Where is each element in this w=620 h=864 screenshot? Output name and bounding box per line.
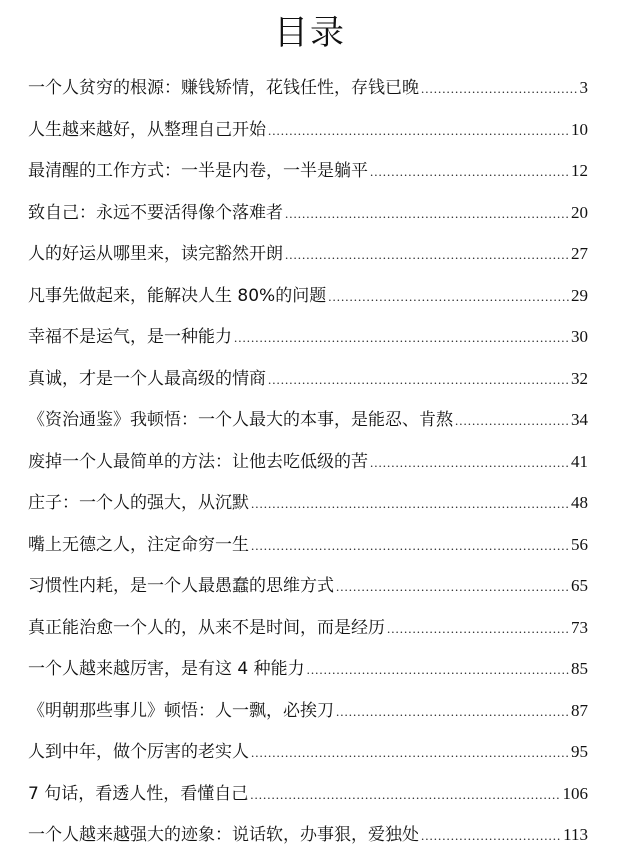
dot-leader <box>268 110 569 152</box>
toc-entry[interactable] <box>28 441 588 483</box>
toc-entry-page: 3 <box>579 78 588 97</box>
toc-entry-title[interactable]: 真诚，才是一个人最高级的情商 <box>28 368 266 389</box>
toc-entry-title[interactable]: 《明朝那些事儿》顿悟：人一飘，必挨刀 <box>28 700 334 721</box>
toc-entry-title[interactable]: 《资治通鉴》我顿悟：一个人最大的本事，是能忍、肯熬 <box>28 410 453 430</box>
toc-entry-page: 10 <box>571 119 588 139</box>
toc-entry[interactable] <box>28 150 588 192</box>
dot-leader <box>421 68 578 110</box>
toc-entry-page: 73 <box>571 617 588 637</box>
toc-entry-page: 106 <box>562 783 588 803</box>
toc-entry-title[interactable]: 7 句话，看透人性，看懂自己 <box>28 783 249 804</box>
toc-entry[interactable] <box>28 482 588 524</box>
toc-entry-page: 34 <box>571 410 588 429</box>
toc-entry-page: 65 <box>571 576 588 595</box>
toc-entry-page: 20 <box>571 202 588 222</box>
toc-entry-page: 87 <box>571 700 588 720</box>
toc-entry[interactable] <box>28 607 588 649</box>
toc-entry[interactable] <box>28 773 588 815</box>
dot-leader <box>336 566 569 608</box>
dot-leader <box>387 608 569 650</box>
dot-leader <box>285 193 569 235</box>
dot-leader <box>328 276 569 318</box>
toc-entry[interactable] <box>28 565 588 607</box>
toc-entry-title[interactable]: 人到中年，做个厉害的老实人 <box>28 742 249 762</box>
toc-entry[interactable] <box>28 109 588 151</box>
toc-entry-title[interactable]: 习惯性内耗，是一个人最愚蠢的思维方式 <box>28 576 334 596</box>
toc-entry-title[interactable]: 一个人越来越厉害，是有这 4 种能力 <box>28 659 305 679</box>
dot-leader <box>455 400 569 442</box>
toc-title: 目录 <box>274 13 346 53</box>
toc-entry-title[interactable]: 一个人贫穷的根源：赚钱矫情，花钱任性，存钱已晚 <box>28 78 419 98</box>
dot-leader <box>370 442 569 484</box>
toc-entry[interactable] <box>28 233 588 275</box>
toc-entry-page: 113 <box>563 825 588 844</box>
toc-entry-title[interactable]: 最清醒的工作方式：一半是内卷，一半是躺平 <box>28 161 368 181</box>
toc-entry-title[interactable]: 废掉一个人最简单的方法：让他去吃低级的苦 <box>28 451 368 472</box>
toc-entry-page: 30 <box>571 327 588 346</box>
toc-entry[interactable] <box>28 814 588 856</box>
toc-entry-title[interactable]: 人的好运从哪里来，读完豁然开朗 <box>28 244 283 264</box>
dot-leader <box>307 649 569 691</box>
toc-entry-title[interactable]: 幸福不是运气，是一种能力 <box>28 327 232 347</box>
toc-entry[interactable] <box>28 524 588 566</box>
toc-entry-page: 85 <box>571 659 588 678</box>
dot-leader <box>251 525 569 567</box>
dot-leader <box>285 234 569 276</box>
toc-entry-page: 56 <box>571 534 588 554</box>
toc-entry[interactable] <box>28 316 588 358</box>
toc-entry-page: 29 <box>571 285 588 305</box>
toc-entry[interactable] <box>28 192 588 234</box>
dot-leader <box>268 359 569 401</box>
table-of-contents <box>28 67 588 856</box>
toc-entry-page: 95 <box>571 742 588 761</box>
toc-entry[interactable] <box>28 67 588 109</box>
toc-entry[interactable] <box>28 358 588 400</box>
toc-entry[interactable] <box>28 399 588 441</box>
toc-entry[interactable] <box>28 275 588 317</box>
toc-entry-page: 48 <box>571 493 588 512</box>
dot-leader <box>234 317 569 359</box>
toc-entry-page: 27 <box>571 244 588 263</box>
toc-entry-page: 41 <box>571 451 588 471</box>
dot-leader <box>251 483 569 525</box>
toc-entry-title[interactable]: 凡事先做起来，能解决人生 80%的问题 <box>28 285 327 306</box>
dot-leader <box>250 774 560 816</box>
toc-entry-title[interactable]: 致自己：永远不要活得像个落难者 <box>28 202 283 223</box>
toc-entry[interactable] <box>28 690 588 732</box>
dot-leader <box>251 732 569 774</box>
toc-entry[interactable] <box>28 648 588 690</box>
toc-entry-title[interactable]: 人生越来越好，从整理自己开始 <box>28 119 266 140</box>
toc-entry[interactable] <box>28 731 588 773</box>
dot-leader <box>421 815 561 857</box>
toc-entry-title[interactable]: 真正能治愈一个人的，从来不是时间，而是经历 <box>28 617 385 638</box>
toc-entry-page: 32 <box>571 368 588 388</box>
toc-entry-title[interactable]: 一个人越来越强大的迹象：说话软，办事狠，爱独处 <box>28 825 419 845</box>
toc-entry-title[interactable]: 庄子：一个人的强大，从沉默 <box>28 493 249 513</box>
dot-leader <box>336 691 569 733</box>
dot-leader <box>370 151 569 193</box>
toc-entry-title[interactable]: 嘴上无德之人，注定命穷一生 <box>28 534 249 555</box>
toc-entry-page: 12 <box>571 161 588 180</box>
